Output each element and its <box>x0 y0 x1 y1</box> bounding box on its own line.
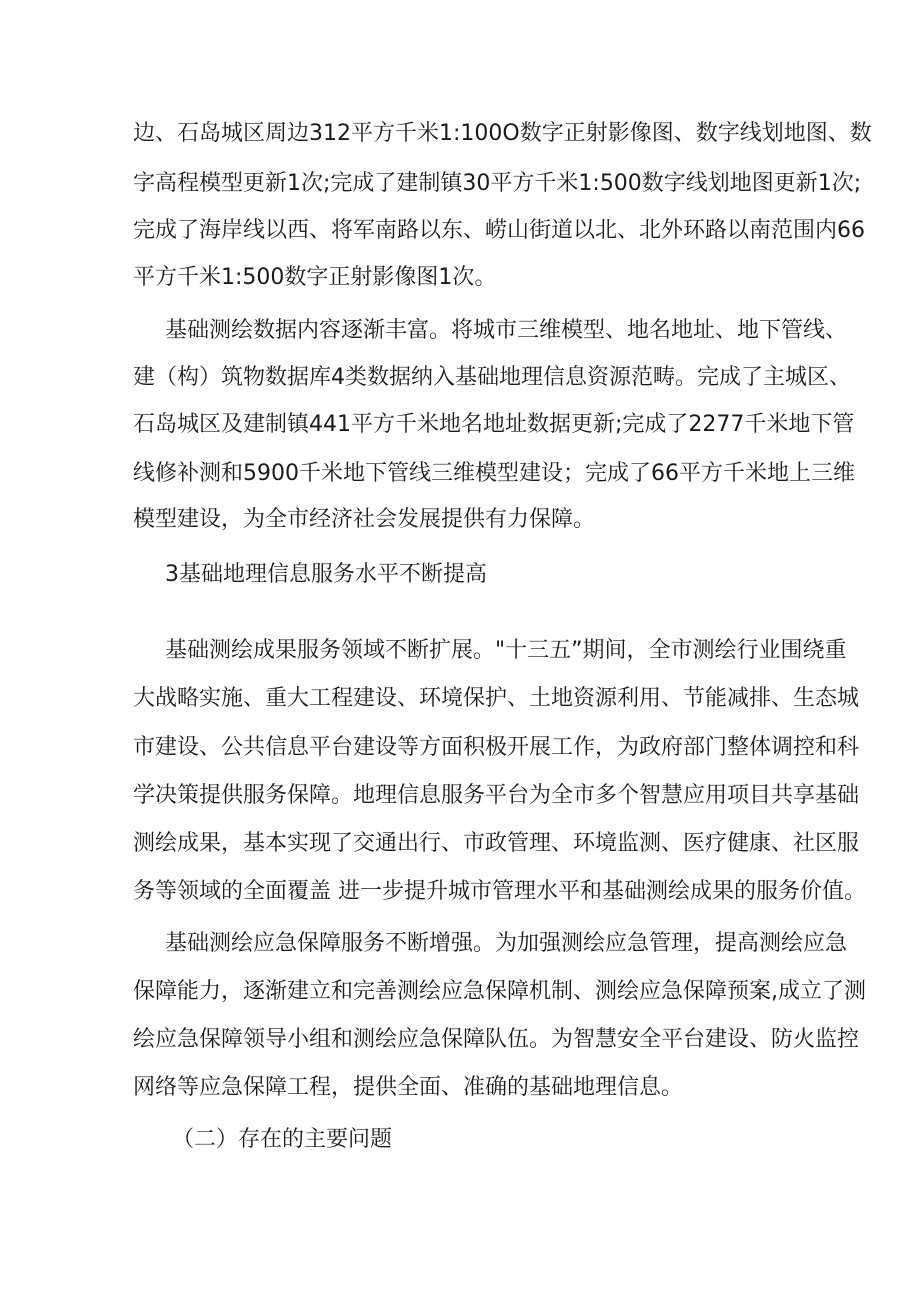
paragraph-3-line-5: 测绘成果，基本实现了交通出行、市政管理、环境监测、医疗健康、社区服 <box>133 831 860 856</box>
paragraph-3-line-3: 市建设、公共信息平台建设等方面积极开展工作，为政府部门整体调控和科 <box>133 735 860 760</box>
section-heading: 3基础地理信息服务水平不断提高 <box>165 562 487 587</box>
paragraph-1-line-1: 边、石岛城区周边312平方千米1:100O数字正射影像图、数字线划地图、数 <box>133 121 872 146</box>
paragraph-4-line-4: 网络等应急保障工程，提供全面、准确的基础地理信息。 <box>133 1075 684 1100</box>
paragraph-3-line-6: 务等领域的全面覆盖 进一步提升城市管理水平和基础测绘成果的服务价值。 <box>133 879 866 904</box>
paragraph-4-line-2: 保障能力，逐渐建立和完善测绘应急保障机制、测绘应急保障预案,成立了测 <box>133 979 866 1004</box>
paragraph-1-line-2: 字高程模型更新1次;完成了建制镇30平方千米1:500数字线划地图更新1次; <box>133 171 862 196</box>
paragraph-2-line-2: 建（构）筑物数据库4类数据纳入基础地理信息资源范畴。完成了主城区、 <box>133 365 851 390</box>
paragraph-4-line-1: 基础测绘应急保障服务不断增强。为加强测绘应急管理，提高测绘应急 <box>165 931 848 956</box>
paragraph-3-line-2: 大战略实施、重大工程建设、环境保护、土地资源利用、节能减排、生态城 <box>133 686 860 711</box>
paragraph-2-line-3: 石岛城区及建制镇441平方千米地名地址数据更新;完成了2277千米地下管 <box>133 412 855 437</box>
paragraph-2-line-4: 线修补测和5900千米地下管线三维模型建设；完成了66平方千米地上三维 <box>133 461 855 486</box>
paragraph-1-line-3: 完成了海岸线以西、将军南路以东、崂山街道以北、北外环路以南范围内66 <box>133 218 865 243</box>
paragraph-4-line-3: 绘应急保障领导小组和测绘应急保障队伍。为智慧安全平台建设、防火监控 <box>133 1027 860 1052</box>
paragraph-2-line-1: 基础测绘数据内容逐渐丰富。将城市三维模型、地名地址、地下管线、 <box>165 318 848 343</box>
subsection-heading: （二）存在的主要问题 <box>172 1127 393 1152</box>
paragraph-2-line-5: 模型建设，为全市经济社会发展提供有力保障。 <box>133 507 596 532</box>
paragraph-3-line-4: 学决策提供服务保障。地理信息服务平台为全市多个智慧应用项目共享基础 <box>133 783 860 808</box>
paragraph-1-line-4: 平方千米1:500数字正射影像图1次。 <box>133 265 497 290</box>
paragraph-3-line-1: 基础测绘成果服务领域不断扩展。"十三五”期间，全市测绘行业围绕重 <box>165 638 847 663</box>
